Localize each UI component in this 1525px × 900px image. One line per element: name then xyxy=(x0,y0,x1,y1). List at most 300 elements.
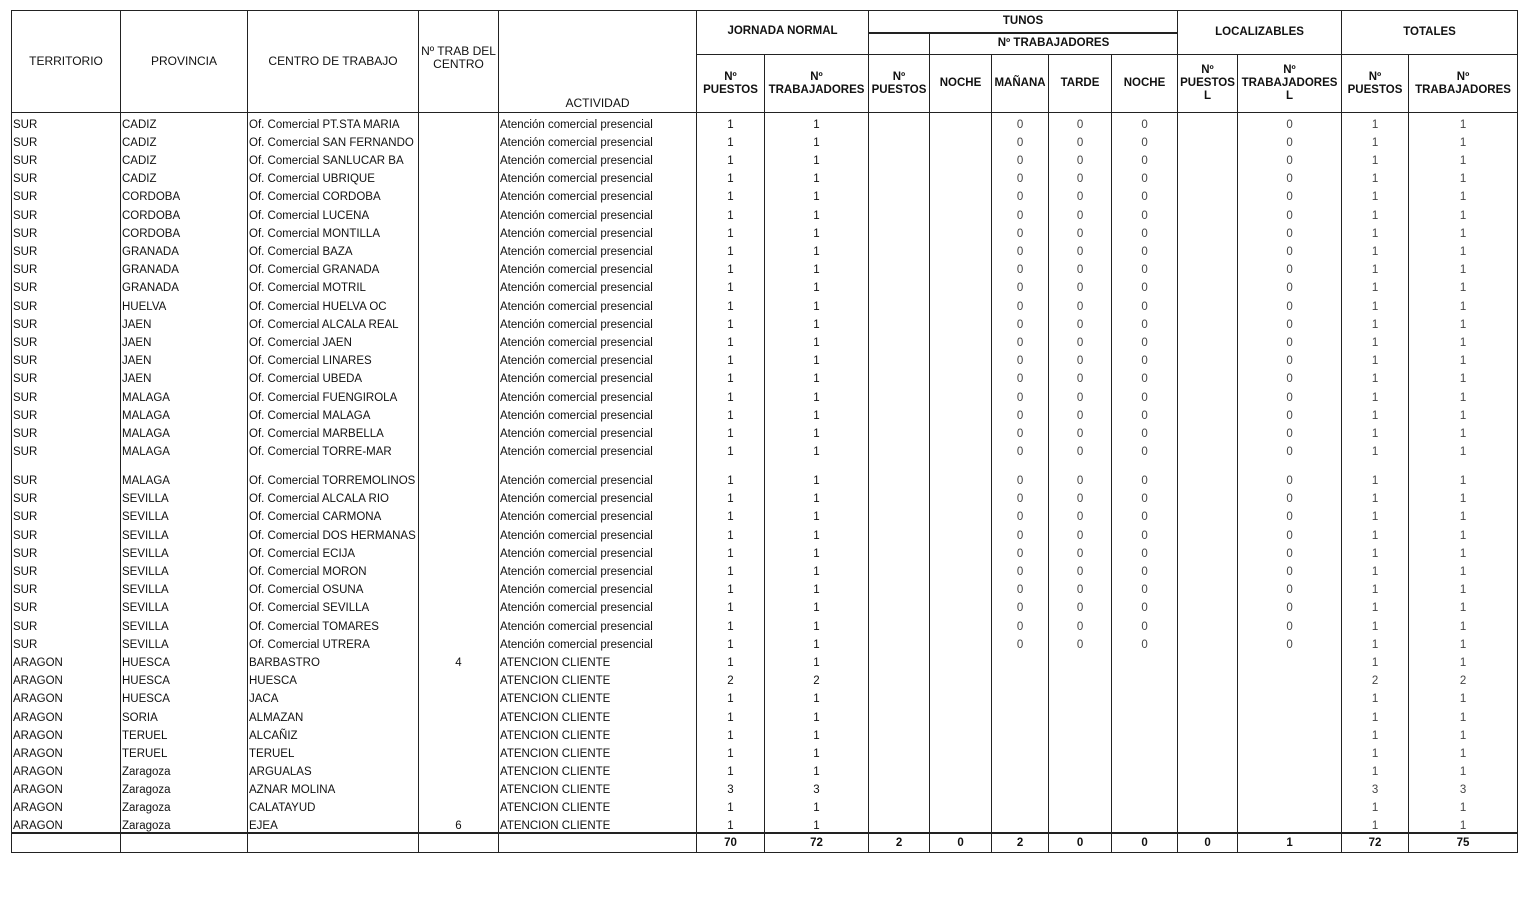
total-noche-2: 0 xyxy=(1112,833,1178,853)
cell-l-trabajadores: 0 xyxy=(1238,578,1342,596)
cell-centro: BARBASTRO xyxy=(248,651,419,669)
cell-tot-puestos: 1 xyxy=(1342,203,1409,221)
table-row xyxy=(12,367,1518,385)
cell-centro: Of. Comercial ECIJA xyxy=(248,542,419,560)
cell-centro: Of. Comercial MARBELLA xyxy=(248,422,419,440)
cell-tot-trabajadores: 3 xyxy=(1409,778,1518,796)
cell-t-puestos xyxy=(869,294,930,312)
cell-noche-1 xyxy=(930,742,992,760)
cell-l-trabajadores: 0 xyxy=(1238,596,1342,614)
cell-noche-1 xyxy=(930,487,992,505)
cell-actividad: ATENCION CLIENTE xyxy=(499,705,697,723)
cell-noche-2: 0 xyxy=(1112,276,1178,294)
cell-tot-trabajadores: 1 xyxy=(1409,814,1518,832)
cell-territorio: SUR xyxy=(12,458,121,487)
cell-tot-puestos: 1 xyxy=(1342,404,1409,422)
totals-row xyxy=(12,833,1518,853)
cell-centro: Of. Comercial ALCALA REAL xyxy=(248,313,419,331)
cell-l-puestos xyxy=(1178,760,1238,778)
cell-tot-puestos: 2 xyxy=(1342,669,1409,687)
cell-provincia: SEVILLA xyxy=(121,542,248,560)
cell-tarde: 0 xyxy=(1049,440,1112,458)
cell-trab-centro xyxy=(419,542,499,560)
cell-jn-trabajadores: 1 xyxy=(765,596,869,614)
cell-tarde: 0 xyxy=(1049,458,1112,487)
cell-t-puestos xyxy=(869,313,930,331)
cell-noche-2: 0 xyxy=(1112,258,1178,276)
cell-actividad: Atención comercial presencial xyxy=(499,167,697,185)
cell-t-puestos xyxy=(869,131,930,149)
cell-noche-2: 0 xyxy=(1112,131,1178,149)
cell-tot-puestos: 1 xyxy=(1342,724,1409,742)
cell-tot-trabajadores: 1 xyxy=(1409,240,1518,258)
cell-centro: Of. Comercial LINARES xyxy=(248,349,419,367)
cell-t-puestos xyxy=(869,814,930,832)
cell-centro: Of. Comercial LUCENA xyxy=(248,203,419,221)
total-tot-trabajadores: 75 xyxy=(1409,833,1518,853)
total-jn-trabajadores: 72 xyxy=(765,833,869,853)
cell-jn-puestos: 1 xyxy=(697,294,765,312)
cell-jn-trabajadores: 2 xyxy=(765,669,869,687)
cell-t-puestos xyxy=(869,385,930,403)
table-row xyxy=(12,167,1518,185)
cell-jn-puestos: 1 xyxy=(697,760,765,778)
cell-centro: Of. Comercial OSUNA xyxy=(248,578,419,596)
cell-trab-centro xyxy=(419,185,499,203)
header-tarde: TARDE xyxy=(1049,55,1112,113)
cell-tot-puestos: 1 xyxy=(1342,313,1409,331)
cell-trab-centro xyxy=(419,614,499,632)
cell-t-puestos xyxy=(869,651,930,669)
total-l-puestos: 0 xyxy=(1178,833,1238,853)
cell-jn-puestos: 1 xyxy=(697,313,765,331)
cell-jn-trabajadores: 1 xyxy=(765,313,869,331)
cell-manana xyxy=(992,760,1049,778)
table-row xyxy=(12,724,1518,742)
cell-tarde: 0 xyxy=(1049,131,1112,149)
cell-trab-centro xyxy=(419,131,499,149)
cell-tarde xyxy=(1049,651,1112,669)
cell-centro: Of. Comercial FUENGIROLA xyxy=(248,385,419,403)
cell-l-puestos xyxy=(1178,542,1238,560)
cell-centro: ALMAZAN xyxy=(248,705,419,723)
table-row xyxy=(12,131,1518,149)
table-row xyxy=(12,487,1518,505)
cell-tarde: 0 xyxy=(1049,113,1112,131)
cell-tarde: 0 xyxy=(1049,596,1112,614)
cell-noche-2: 0 xyxy=(1112,487,1178,505)
table-row xyxy=(12,276,1518,294)
cell-tarde: 0 xyxy=(1049,313,1112,331)
cell-tot-puestos: 1 xyxy=(1342,578,1409,596)
cell-manana xyxy=(992,651,1049,669)
cell-l-puestos xyxy=(1178,258,1238,276)
cell-t-puestos xyxy=(869,458,930,487)
table-row xyxy=(12,385,1518,403)
cell-provincia: TERUEL xyxy=(121,742,248,760)
total-blank xyxy=(121,833,248,853)
cell-l-trabajadores: 0 xyxy=(1238,349,1342,367)
cell-centro: Of. Comercial MOTRIL xyxy=(248,276,419,294)
cell-manana: 0 xyxy=(992,313,1049,331)
cell-tot-trabajadores: 1 xyxy=(1409,440,1518,458)
cell-t-puestos xyxy=(869,349,930,367)
cell-noche-1 xyxy=(930,814,992,832)
cell-tot-trabajadores: 1 xyxy=(1409,313,1518,331)
cell-trab-centro xyxy=(419,705,499,723)
table-row xyxy=(12,294,1518,312)
table-row xyxy=(12,349,1518,367)
cell-noche-1 xyxy=(930,440,992,458)
cell-noche-1 xyxy=(930,724,992,742)
cell-jn-trabajadores: 1 xyxy=(765,458,869,487)
cell-tot-puestos: 1 xyxy=(1342,367,1409,385)
cell-manana: 0 xyxy=(992,113,1049,131)
cell-manana: 0 xyxy=(992,331,1049,349)
cell-tarde xyxy=(1049,760,1112,778)
cell-trab-centro xyxy=(419,742,499,760)
cell-noche-1 xyxy=(930,422,992,440)
cell-manana: 0 xyxy=(992,367,1049,385)
cell-actividad: Atención comercial presencial xyxy=(499,422,697,440)
cell-tot-trabajadores: 1 xyxy=(1409,185,1518,203)
cell-tarde: 0 xyxy=(1049,185,1112,203)
cell-t-puestos xyxy=(869,422,930,440)
cell-jn-trabajadores: 1 xyxy=(765,131,869,149)
cell-l-trabajadores: 0 xyxy=(1238,276,1342,294)
cell-centro: Of. Comercial MONTILLA xyxy=(248,222,419,240)
cell-provincia: Zaragoza xyxy=(121,796,248,814)
cell-territorio: SUR xyxy=(12,596,121,614)
cell-l-trabajadores xyxy=(1238,651,1342,669)
cell-actividad: Atención comercial presencial xyxy=(499,542,697,560)
cell-tot-trabajadores: 1 xyxy=(1409,523,1518,541)
cell-tot-trabajadores: 1 xyxy=(1409,633,1518,651)
cell-l-trabajadores: 0 xyxy=(1238,523,1342,541)
cell-t-puestos xyxy=(869,596,930,614)
cell-jn-puestos: 1 xyxy=(697,487,765,505)
table-row xyxy=(12,258,1518,276)
cell-t-puestos xyxy=(869,796,930,814)
cell-t-puestos xyxy=(869,760,930,778)
table-row xyxy=(12,404,1518,422)
cell-tarde: 0 xyxy=(1049,578,1112,596)
cell-l-trabajadores: 0 xyxy=(1238,167,1342,185)
cell-noche-1 xyxy=(930,523,992,541)
cell-t-puestos xyxy=(869,167,930,185)
cell-tot-puestos: 1 xyxy=(1342,542,1409,560)
cell-centro: Of. Comercial JAEN xyxy=(248,331,419,349)
cell-manana: 0 xyxy=(992,222,1049,240)
header-jn-trabajadores: Nº TRABAJADORES xyxy=(765,55,869,113)
cell-tarde: 0 xyxy=(1049,240,1112,258)
cell-tarde: 0 xyxy=(1049,222,1112,240)
cell-noche-2: 0 xyxy=(1112,222,1178,240)
header-t-puestos: Nº PUESTOS xyxy=(869,55,930,113)
table-row xyxy=(12,185,1518,203)
cell-centro: Of. Comercial GRANADA xyxy=(248,258,419,276)
cell-l-trabajadores: 0 xyxy=(1238,633,1342,651)
cell-l-trabajadores: 0 xyxy=(1238,222,1342,240)
cell-noche-1 xyxy=(930,596,992,614)
cell-noche-2 xyxy=(1112,687,1178,705)
cell-t-puestos xyxy=(869,742,930,760)
cell-centro: Of. Comercial TOMARES xyxy=(248,614,419,632)
cell-provincia: HUELVA xyxy=(121,294,248,312)
header-localizables: LOCALIZABLES xyxy=(1178,11,1342,55)
cell-provincia: JAEN xyxy=(121,313,248,331)
cell-territorio: SUR xyxy=(12,578,121,596)
cell-manana: 0 xyxy=(992,240,1049,258)
cell-trab-centro xyxy=(419,276,499,294)
cell-manana: 0 xyxy=(992,633,1049,651)
table-row xyxy=(12,523,1518,541)
cell-tarde xyxy=(1049,687,1112,705)
cell-trab-centro xyxy=(419,167,499,185)
cell-noche-2 xyxy=(1112,742,1178,760)
cell-tot-puestos: 1 xyxy=(1342,705,1409,723)
table-row xyxy=(12,778,1518,796)
cell-jn-trabajadores: 1 xyxy=(765,404,869,422)
cell-actividad: Atención comercial presencial xyxy=(499,614,697,632)
cell-jn-trabajadores: 1 xyxy=(765,367,869,385)
cell-tot-puestos: 1 xyxy=(1342,131,1409,149)
header-manana: MAÑANA xyxy=(992,55,1049,113)
cell-l-trabajadores: 0 xyxy=(1238,258,1342,276)
cell-trab-centro xyxy=(419,367,499,385)
cell-l-trabajadores: 0 xyxy=(1238,614,1342,632)
cell-tot-trabajadores: 1 xyxy=(1409,596,1518,614)
cell-provincia: SORIA xyxy=(121,705,248,723)
cell-manana: 0 xyxy=(992,560,1049,578)
cell-territorio: SUR xyxy=(12,367,121,385)
cell-l-puestos xyxy=(1178,742,1238,760)
cell-manana: 0 xyxy=(992,276,1049,294)
cell-noche-2: 0 xyxy=(1112,294,1178,312)
cell-noche-1 xyxy=(930,113,992,131)
cell-jn-trabajadores: 1 xyxy=(765,167,869,185)
cell-provincia: CORDOBA xyxy=(121,203,248,221)
cell-trab-centro xyxy=(419,560,499,578)
cell-jn-puestos: 1 xyxy=(697,240,765,258)
cell-noche-2: 0 xyxy=(1112,422,1178,440)
cell-manana: 0 xyxy=(992,440,1049,458)
cell-l-puestos xyxy=(1178,440,1238,458)
cell-tot-trabajadores: 1 xyxy=(1409,578,1518,596)
table-row xyxy=(12,596,1518,614)
cell-jn-trabajadores: 1 xyxy=(765,203,869,221)
cell-actividad: ATENCION CLIENTE xyxy=(499,778,697,796)
header-jn-puestos: Nº PUESTOS xyxy=(697,55,765,113)
cell-actividad: Atención comercial presencial xyxy=(499,505,697,523)
cell-provincia: SEVILLA xyxy=(121,505,248,523)
cell-l-trabajadores: 0 xyxy=(1238,331,1342,349)
cell-manana xyxy=(992,724,1049,742)
cell-manana xyxy=(992,778,1049,796)
table-row xyxy=(12,331,1518,349)
cell-l-puestos xyxy=(1178,814,1238,832)
cell-tot-trabajadores: 1 xyxy=(1409,367,1518,385)
cell-noche-2: 0 xyxy=(1112,505,1178,523)
cell-territorio: SUR xyxy=(12,203,121,221)
cell-manana xyxy=(992,669,1049,687)
cell-l-trabajadores: 0 xyxy=(1238,149,1342,167)
cell-jn-trabajadores: 1 xyxy=(765,440,869,458)
cell-territorio: SUR xyxy=(12,276,121,294)
cell-t-puestos xyxy=(869,404,930,422)
table-row xyxy=(12,542,1518,560)
cell-t-puestos xyxy=(869,633,930,651)
cell-manana: 0 xyxy=(992,422,1049,440)
cell-jn-puestos: 1 xyxy=(697,276,765,294)
cell-l-puestos xyxy=(1178,113,1238,131)
cell-jn-puestos: 1 xyxy=(697,422,765,440)
cell-centro: EJEA xyxy=(248,814,419,832)
cell-jn-puestos: 1 xyxy=(697,614,765,632)
cell-territorio: SUR xyxy=(12,185,121,203)
cell-actividad: ATENCION CLIENTE xyxy=(499,669,697,687)
cell-territorio: SUR xyxy=(12,149,121,167)
cell-l-trabajadores: 0 xyxy=(1238,458,1342,487)
cell-l-trabajadores: 0 xyxy=(1238,487,1342,505)
cell-centro: Of. Comercial CORDOBA xyxy=(248,185,419,203)
cell-t-puestos xyxy=(869,149,930,167)
staffing-sheet xyxy=(11,10,1517,888)
cell-jn-trabajadores: 1 xyxy=(765,814,869,832)
cell-l-puestos xyxy=(1178,778,1238,796)
cell-tot-puestos: 1 xyxy=(1342,596,1409,614)
cell-noche-2: 0 xyxy=(1112,240,1178,258)
cell-actividad: Atención comercial presencial xyxy=(499,596,697,614)
cell-tot-puestos: 1 xyxy=(1342,651,1409,669)
total-blank xyxy=(499,833,697,853)
cell-l-puestos xyxy=(1178,349,1238,367)
cell-tot-puestos: 1 xyxy=(1342,385,1409,403)
cell-jn-puestos: 1 xyxy=(697,167,765,185)
cell-jn-puestos: 1 xyxy=(697,687,765,705)
cell-tot-puestos: 1 xyxy=(1342,523,1409,541)
total-tarde: 0 xyxy=(1049,833,1112,853)
cell-noche-2: 0 xyxy=(1112,349,1178,367)
header-provincia: PROVINCIA xyxy=(121,11,248,113)
cell-noche-1 xyxy=(930,760,992,778)
cell-t-puestos xyxy=(869,687,930,705)
cell-manana: 0 xyxy=(992,385,1049,403)
cell-l-puestos xyxy=(1178,222,1238,240)
cell-l-puestos xyxy=(1178,669,1238,687)
cell-jn-trabajadores: 1 xyxy=(765,633,869,651)
cell-l-trabajadores xyxy=(1238,742,1342,760)
cell-provincia: JAEN xyxy=(121,367,248,385)
cell-provincia: SEVILLA xyxy=(121,487,248,505)
cell-l-trabajadores: 0 xyxy=(1238,440,1342,458)
cell-tot-puestos: 1 xyxy=(1342,687,1409,705)
cell-noche-2 xyxy=(1112,724,1178,742)
cell-tot-trabajadores: 1 xyxy=(1409,760,1518,778)
cell-manana xyxy=(992,687,1049,705)
cell-provincia: CORDOBA xyxy=(121,222,248,240)
cell-l-trabajadores: 0 xyxy=(1238,542,1342,560)
cell-noche-1 xyxy=(930,458,992,487)
cell-noche-2 xyxy=(1112,814,1178,832)
total-l-trabajadores: 1 xyxy=(1238,833,1342,853)
cell-jn-trabajadores: 1 xyxy=(765,651,869,669)
cell-jn-puestos: 1 xyxy=(697,651,765,669)
table-row xyxy=(12,814,1518,832)
header-tot-trabajadores: Nº TRABAJADORES xyxy=(1409,55,1518,113)
cell-noche-2: 0 xyxy=(1112,404,1178,422)
cell-provincia: SEVILLA xyxy=(121,614,248,632)
cell-manana: 0 xyxy=(992,404,1049,422)
cell-manana: 0 xyxy=(992,523,1049,541)
cell-tot-puestos: 1 xyxy=(1342,742,1409,760)
staffing-table xyxy=(11,10,1518,853)
cell-l-puestos xyxy=(1178,633,1238,651)
cell-territorio: SUR xyxy=(12,294,121,312)
cell-manana xyxy=(992,705,1049,723)
cell-provincia: SEVILLA xyxy=(121,523,248,541)
cell-tarde: 0 xyxy=(1049,385,1112,403)
cell-l-puestos xyxy=(1178,203,1238,221)
cell-manana: 0 xyxy=(992,149,1049,167)
cell-actividad: Atención comercial presencial xyxy=(499,458,697,487)
cell-noche-1 xyxy=(930,578,992,596)
cell-provincia: CORDOBA xyxy=(121,185,248,203)
table-row xyxy=(12,203,1518,221)
cell-actividad: Atención comercial presencial xyxy=(499,560,697,578)
cell-jn-trabajadores: 1 xyxy=(765,614,869,632)
cell-provincia: Zaragoza xyxy=(121,814,248,832)
cell-trab-centro xyxy=(419,440,499,458)
table-row xyxy=(12,149,1518,167)
cell-tarde: 0 xyxy=(1049,542,1112,560)
cell-jn-puestos: 1 xyxy=(697,578,765,596)
cell-noche-1 xyxy=(930,705,992,723)
cell-t-puestos xyxy=(869,705,930,723)
cell-tot-puestos: 1 xyxy=(1342,487,1409,505)
cell-jn-trabajadores: 1 xyxy=(765,222,869,240)
cell-l-trabajadores xyxy=(1238,687,1342,705)
cell-l-puestos xyxy=(1178,724,1238,742)
cell-jn-trabajadores: 1 xyxy=(765,724,869,742)
cell-territorio: SUR xyxy=(12,331,121,349)
cell-jn-trabajadores: 1 xyxy=(765,149,869,167)
cell-l-puestos xyxy=(1178,294,1238,312)
cell-jn-puestos: 1 xyxy=(697,560,765,578)
total-noche-1: 0 xyxy=(930,833,992,853)
cell-manana: 0 xyxy=(992,258,1049,276)
cell-tot-puestos: 1 xyxy=(1342,614,1409,632)
cell-territorio: SUR xyxy=(12,131,121,149)
cell-jn-trabajadores: 1 xyxy=(765,487,869,505)
cell-noche-1 xyxy=(930,313,992,331)
cell-tot-trabajadores: 1 xyxy=(1409,505,1518,523)
table-row xyxy=(12,505,1518,523)
cell-tot-puestos: 1 xyxy=(1342,240,1409,258)
cell-provincia: CADIZ xyxy=(121,167,248,185)
total-t-puestos: 2 xyxy=(869,833,930,853)
cell-actividad: Atención comercial presencial xyxy=(499,404,697,422)
cell-l-puestos xyxy=(1178,596,1238,614)
cell-provincia: Zaragoza xyxy=(121,778,248,796)
cell-jn-puestos: 1 xyxy=(697,796,765,814)
cell-tarde xyxy=(1049,705,1112,723)
cell-centro: Of. Comercial CARMONA xyxy=(248,505,419,523)
cell-territorio: SUR xyxy=(12,487,121,505)
cell-actividad: Atención comercial presencial xyxy=(499,185,697,203)
cell-l-trabajadores xyxy=(1238,705,1342,723)
cell-actividad: Atención comercial presencial xyxy=(499,440,697,458)
